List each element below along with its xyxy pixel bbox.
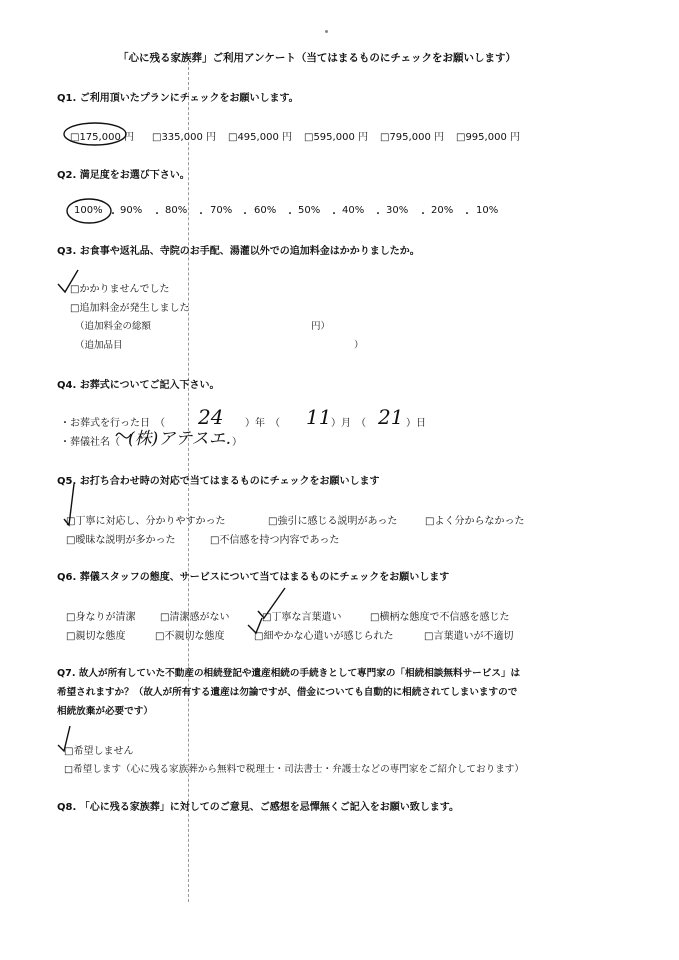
q2-option-100[interactable]: 100% (74, 205, 103, 216)
q2-question: Q2. 満足度をお選び下さい。 (57, 170, 190, 181)
q2-separator: ・ (373, 209, 383, 220)
q1-option-335000[interactable]: □335,000 円 (152, 132, 216, 143)
q2-separator: ・ (240, 209, 250, 220)
q4-company-paren-stroke (116, 433, 131, 438)
q1-question: Q1. ご利用頂いたプランにチェックをお願いします。 (57, 93, 299, 104)
q2-separator: ・ (152, 209, 162, 220)
q2-separator: ・ (108, 209, 118, 220)
q5-option-pushy[interactable]: □強引に感じる説明があった (268, 516, 398, 527)
q2-separator: ・ (285, 209, 295, 220)
q6-option-clean-appearance[interactable]: □身なりが清潔 (66, 612, 136, 623)
q3-items-close: ） (354, 340, 364, 351)
q7-question-line1: Q7. 故人が所有していた不動産の相続登記や遺産相続の手続きとして専門家の「相続相談無料サービス」は (57, 668, 521, 679)
q2-option-10[interactable]: 10% (476, 205, 499, 216)
q4-company-label: ・葬儀社名（ (60, 437, 120, 448)
q4-day-unit: ）日 (406, 418, 426, 429)
q6-option-polite-speech[interactable]: □丁寧な言葉遣い (262, 612, 342, 623)
q2-circle-mark (67, 199, 111, 223)
q4-year-value[interactable]: 24 (198, 405, 224, 429)
q1-option-175000[interactable]: □175,000 円 (70, 132, 134, 143)
q6-option-unclean[interactable]: □清潔感がない (160, 612, 230, 623)
q6-option-arrogant[interactable]: □横柄な態度で不信感を感じた (370, 612, 510, 623)
q3-question: Q3. お食事や返礼品、寺院のお手配、湯灌以外での追加料金はかかりましたか。 (57, 246, 420, 257)
q5-option-vague[interactable]: □曖昧な説明が多かった (66, 535, 176, 546)
q1-option-495000[interactable]: □495,000 円 (228, 132, 292, 143)
q2-option-30[interactable]: 30% (386, 205, 409, 216)
q7-question-line2: 希望されますか？（故人が所有する遺産は勿論ですが、借金についても自動的に相続されてしまいますので (57, 687, 518, 698)
q6-option-unkind[interactable]: □不親切な態度 (155, 631, 225, 642)
q4-company-close: ） (232, 437, 242, 448)
q7-question-line3: 相続放棄が必要です） (57, 706, 153, 717)
q3-items-label: （追加品目 (75, 340, 123, 351)
q4-day-value[interactable]: 21 (378, 405, 404, 429)
q1-option-595000[interactable]: □595,000 円 (304, 132, 368, 143)
q5-option-unclear[interactable]: □よく分からなかった (425, 516, 525, 527)
q1-option-795000[interactable]: □795,000 円 (380, 132, 444, 143)
q4-year-unit: ）年 （ (245, 418, 280, 429)
q6-check-mark-polite (258, 588, 285, 618)
q7-check-mark (58, 726, 70, 751)
q2-option-50[interactable]: 50% (298, 205, 321, 216)
q7-option-decline[interactable]: □希望しません (64, 746, 134, 757)
q5-question: Q5. お打ち合わせ時の対応で当てはまるものにチェックをお願いします (57, 476, 380, 487)
q2-separator: ・ (196, 209, 206, 220)
q2-option-70[interactable]: 70% (210, 205, 233, 216)
q4-date-label: ・お葬式を行った日 （ (60, 418, 165, 429)
q5-check-mark (64, 484, 74, 525)
q3-check-mark (58, 270, 78, 292)
q4-month-unit: ）月 （ (331, 418, 366, 429)
q2-option-60[interactable]: 60% (254, 205, 277, 216)
q4-month-value[interactable]: 11 (306, 405, 332, 429)
q2-option-80[interactable]: 80% (165, 205, 188, 216)
q2-option-90[interactable]: 90% (120, 205, 143, 216)
q2-option-40[interactable]: 40% (342, 205, 365, 216)
q8-question: Q8. 「心に残る家族葬」に対してのご意見、ご感想を忌憚無くご記入をお願い致します。 (57, 802, 459, 813)
q1-circle-mark (64, 123, 126, 145)
q2-separator: ・ (462, 209, 472, 220)
q3-option-extra-fee[interactable]: □追加料金が発生しました (70, 303, 190, 314)
q5-option-polite-clear[interactable]: □丁寧に対応し、分かりやすかった (66, 516, 226, 527)
q7-option-request[interactable]: □希望します（心に残る家族葬から無料で税理士・司法書士・弁護士などの専門家をご紹介しております） (64, 764, 524, 775)
q3-option-no-extra-fee[interactable]: □かかりませんでした (70, 284, 170, 295)
q3-amount-unit: 円） (311, 321, 331, 332)
q2-separator: ・ (329, 209, 339, 220)
q4-company-value[interactable]: (株)アテスエ. (128, 429, 231, 449)
q2-separator: ・ (418, 209, 428, 220)
q6-option-attentive[interactable]: □細やかな心遣いが感じられた (254, 631, 394, 642)
q6-option-improper-speech[interactable]: □言葉遣いが不適切 (424, 631, 514, 642)
q6-question: Q6. 葬儀スタッフの態度、サービスについて当てはまるものにチェックをお願いします (57, 572, 450, 583)
q6-check-mark-attentive (248, 618, 262, 633)
q6-option-kind[interactable]: □親切な態度 (66, 631, 126, 642)
q4-question: Q4. お葬式についてご記入下さい。 (57, 380, 220, 391)
q1-option-995000[interactable]: □995,000 円 (456, 132, 520, 143)
survey-title: 「心に残る家族葬」ご利用アンケート（当てはまるものにチェックをお願いします） (118, 52, 517, 64)
q3-amount-label: （追加料金の総額 (75, 321, 152, 332)
q5-option-distrust[interactable]: □不信感を持つ内容であった (210, 535, 340, 546)
q2-option-20[interactable]: 20% (431, 205, 454, 216)
